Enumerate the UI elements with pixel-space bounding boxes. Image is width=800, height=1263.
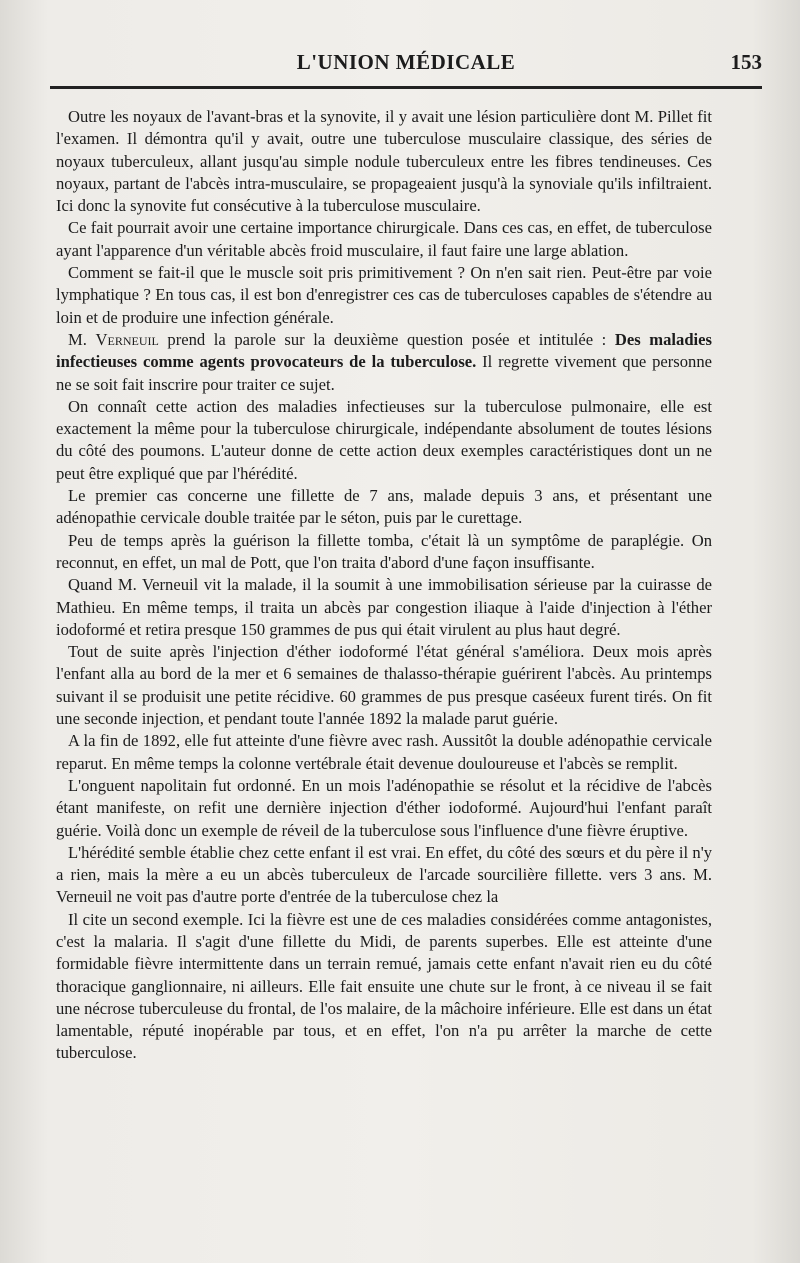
question-title: Des maladies infectieuses comme agents provocateurs de la tuberculose. [56, 329, 712, 372]
paragraph-13: Il cite un second exemple. Ici la fièvre est une de ces maladies considérées comme antagonistes, c'est la malaria. Il s'agit d'une fillette du Midi, de parents superbes. Elle est atteinte d'une formidable fièvre intermittente dans un terrain remué, jamais cette enfant n'avait rien eu du côté thoracique ganglionnaire, ni ailleurs. Elle fait ensuite une chute sur le front, à ce niveau il se fait une nécrose tuberculeuse du frontal, de l'os malaire, de la mâchoire inférieure. Elle est dans un état lamentable, réputé inopérable par tous, et en effet, l'on n'a pu arrêter la marche de cette tuberculose. [56, 909, 712, 1063]
article-body [56, 106, 712, 1065]
page-number: 153 [730, 50, 762, 74]
running-header [50, 46, 762, 86]
paragraph-9: Tout de suite après l'injection d'éther iodoformé l'état général s'améliora. Deux mois après l'enfant alla au bord de la mer et 6 semaines de thalasso-thérapie guérirent l'abcès. Au printemps suivant il se produisit une petite récidive. 60 grammes de pus presque caséeux furent tirés. On fit une seconde injection, et pendant toute l'année 1892 la malade parut guérie. [56, 642, 712, 729]
paragraph-7: Peu de temps après la guérison la fillette tomba, c'était là un symptôme de paraplégie. On reconnut, en effet, un mal de Pott, que l'on traita d'abord d'une façon insuffisante. [56, 530, 712, 572]
paragraph-8: Quand M. Verneuil vit la malade, il la soumit à une immobilisation sérieuse par la cuirasse de Mathieu. En même temps, il traita un abcès par congestion iliaque à l'aide d'injection à l'éther iodoformé et retira presque 150 grammes de pus qui était virulent au plus haut degré. [56, 575, 712, 639]
paragraph-6: Le premier cas concerne une fillette de 7 ans, malade depuis 3 ans, et présentant une adénopathie cervicale double traitée par le séton, puis par le curettage. [56, 486, 712, 528]
paragraph-5: On connaît cette action des maladies infectieuses sur la tuberculose pulmonaire, elle est exactement la même pour la tuberculose chirurgicale, indépendante absolument de toutes lésions du côté des poumons. L'auteur donne de cette action deux exemples caractéristiques dont un ne peut être expliqué que par l'hérédité. [56, 396, 712, 483]
speaker-prefix: M. [68, 329, 96, 349]
paragraph-4-middle: prend la parole sur la deuxième question posée et intitulée : [158, 329, 615, 349]
paragraph-10: A la fin de 1892, elle fut atteinte d'une fièvre avec rash. Aussitôt la double adénopathie cervicale reparut. En même temps la colonne vertébrale était devenue douloureuse et l'abcès se remplit. [56, 731, 712, 773]
paragraph-2: Ce fait pourrait avoir une certaine importance chirurgicale. Dans ces cas, en effet, de tuberculose ayant l'apparence d'un véritable abcès froid musculaire, il faut faire une large ablation. [56, 218, 712, 260]
header-rule [50, 86, 762, 89]
journal-title: L'UNION MÉDICALE [296, 50, 516, 74]
paragraph-11: L'onguent napolitain fut ordonné. En un mois l'adénopathie se résolut et la récidive de l'abcès étant manifeste, on refit une dernière injection d'éther iodoformé. Aujourd'hui l'enfant paraît guérie. Voilà donc un exemple de réveil de la tuberculose sous l'influence d'une fièvre éruptive. [56, 775, 712, 840]
paragraph-4-suffix: Il regrette vivement que personne ne se soit fait inscrire pour traiter ce sujet. [56, 352, 713, 394]
paragraph-1: Outre les noyaux de l'avant-bras et la synovite, il y avait une lésion particulière dont M. Pillet fit l'examen. Il démontra qu'il y avait, outre une tuberculose musculaire classique, des séries de noyaux tuberculeux, allant jusqu'au simple nodule tuberculeux entre les fibres tendineuses. Ces noyaux, partant de l'abcès intra-musculaire, se propageaient jusqu'à la synoviale qu'ils infiltraient. Ici donc la synovite fut consécutive à la tuberculose musculaire. [56, 107, 712, 216]
paragraph-12: L'hérédité semble établie chez cette enfant il est vrai. En effet, du côté des sœurs et du père il n'y a rien, mais la mère a eu un abcès tuberculeux de l'arcade sourcilière fillette. vers 3 ans. M. Verneuil ne voit pas d'autre porte d'entrée de la tuberculose chez la [56, 842, 712, 907]
speaker-name: Verneuil [95, 329, 159, 349]
paragraph-4 [56, 329, 712, 396]
paragraph-3: Comment se fait-il que le muscle soit pris primitivement ? On n'en sait rien. Peut-être par voie lymphatique ? En tous cas, il est bon d'enregistrer ces cas de tuberculoses capables de s'étendre au loin et de produire une infection générale. [56, 263, 712, 327]
